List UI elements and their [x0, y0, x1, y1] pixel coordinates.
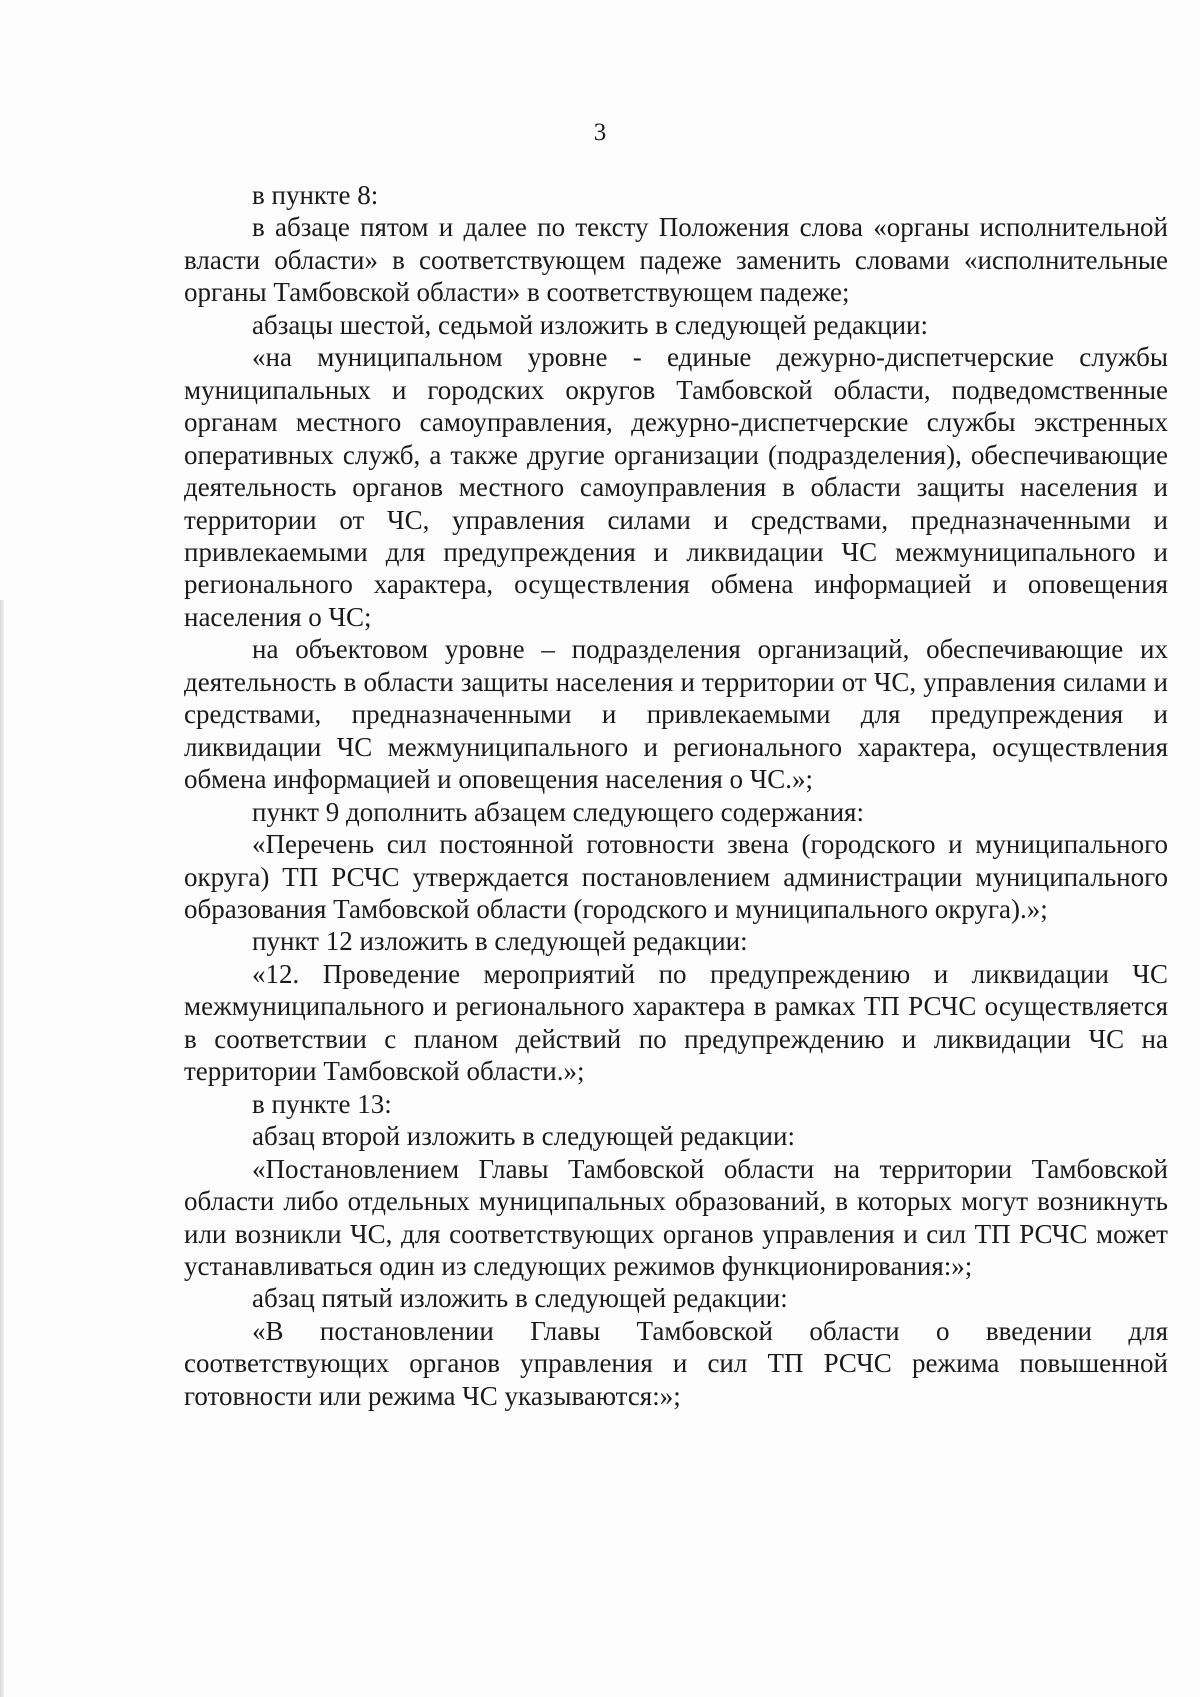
paragraph-point-13-heading: в пункте 13:: [252, 1088, 392, 1119]
paragraph-point-8-abzac-5: в абзаце пятом и далее по тексту Положения слова «органы исполнительной власти области» в соответствующем падеже заменить словами «исполнительные органы Тамбовской области» в соответствующем падеже;: [184, 212, 1168, 308]
paragraph-point-9-heading: пункт 9 дополнить абзацем следующего содержания:: [252, 796, 864, 827]
document-body: [184, 179, 1168, 1412]
paragraph-point-13-abzac-2-text: «Постановлением Главы Тамбовской области на территории Тамбовской области либо отдельных муниципальных образований, в которых могут возникнуть или возникли ЧС, для соответствующих органов управления и сил ТП РСЧС может устанавливаться один из следующих режимов функционирования:»;: [184, 1153, 1168, 1281]
scan-edge-shadow: [0, 600, 4, 1697]
paragraph-point-8-heading: в пункте 8:: [252, 180, 379, 210]
paragraph-point-12-text: «12. Проведение мероприятий по предупреждению и ликвидации ЧС межмуниципального и регионального характера в рамках ТП РСЧС осуществляется в соответствии с планом действий по предупреждению и ликвидации ЧС на территории Тамбовской области.»;: [184, 958, 1168, 1087]
paragraph-point-13-abzac-2-heading: абзац второй изложить в следующей редакции:: [252, 1121, 795, 1152]
paragraph-municipal-level: «на муниципальном уровне - единые дежурно-диспетчерские службы муниципальных и городских округов Тамбовской области, подведомственные органам местного самоуправления, дежурно-диспетчерские службы экстренных оперативных служб, а также другие организации (подразделения), обеспечивающие деятельность органов местного самоуправления в области защиты населения и территории от ЧС, управления силами и средствами, предназначенными и привлекаемыми для предупреждения и ликвидации ЧС межмуниципального и регионального характера, осуществления обмена информацией и оповещения населения о ЧС;: [184, 342, 1168, 632]
paragraph-abzacy-6-7-heading: абзацы шестой, седьмой изложить в следующей редакции:: [252, 309, 928, 340]
page-number: 3: [593, 119, 607, 146]
paragraph-point-12-heading: пункт 12 изложить в следующей редакции:: [252, 926, 748, 957]
paragraph-point-13-abzac-5-heading: абзац пятый изложить в следующей редакции:: [252, 1283, 788, 1314]
paragraph-object-level: на объектовом уровне – подразделения организаций, обеспечивающие их деятельность в области защиты населения и территории от ЧС, управления силами и средствами, предназначенными и привлекаемыми для предупреждения и ликвидации ЧС межмуниципального и регионального характера, осуществления обмена информацией и оповещения населения о ЧС.»;: [184, 634, 1168, 795]
paragraph-point-13-abzac-5-text: «В постановлении Главы Тамбовской области о введении для соответствующих органов управления и сил ТП РСЧС режима повышенной готовности или режима ЧС указываются:»;: [184, 1315, 1168, 1411]
paragraph-point-9-text: «Перечень сил постоянной готовности звена (городского и муниципального округа) ТП РСЧС утверждается постановлением администрации муниципального образования Тамбовской области (городского и муниципального округа).»;: [184, 829, 1168, 924]
